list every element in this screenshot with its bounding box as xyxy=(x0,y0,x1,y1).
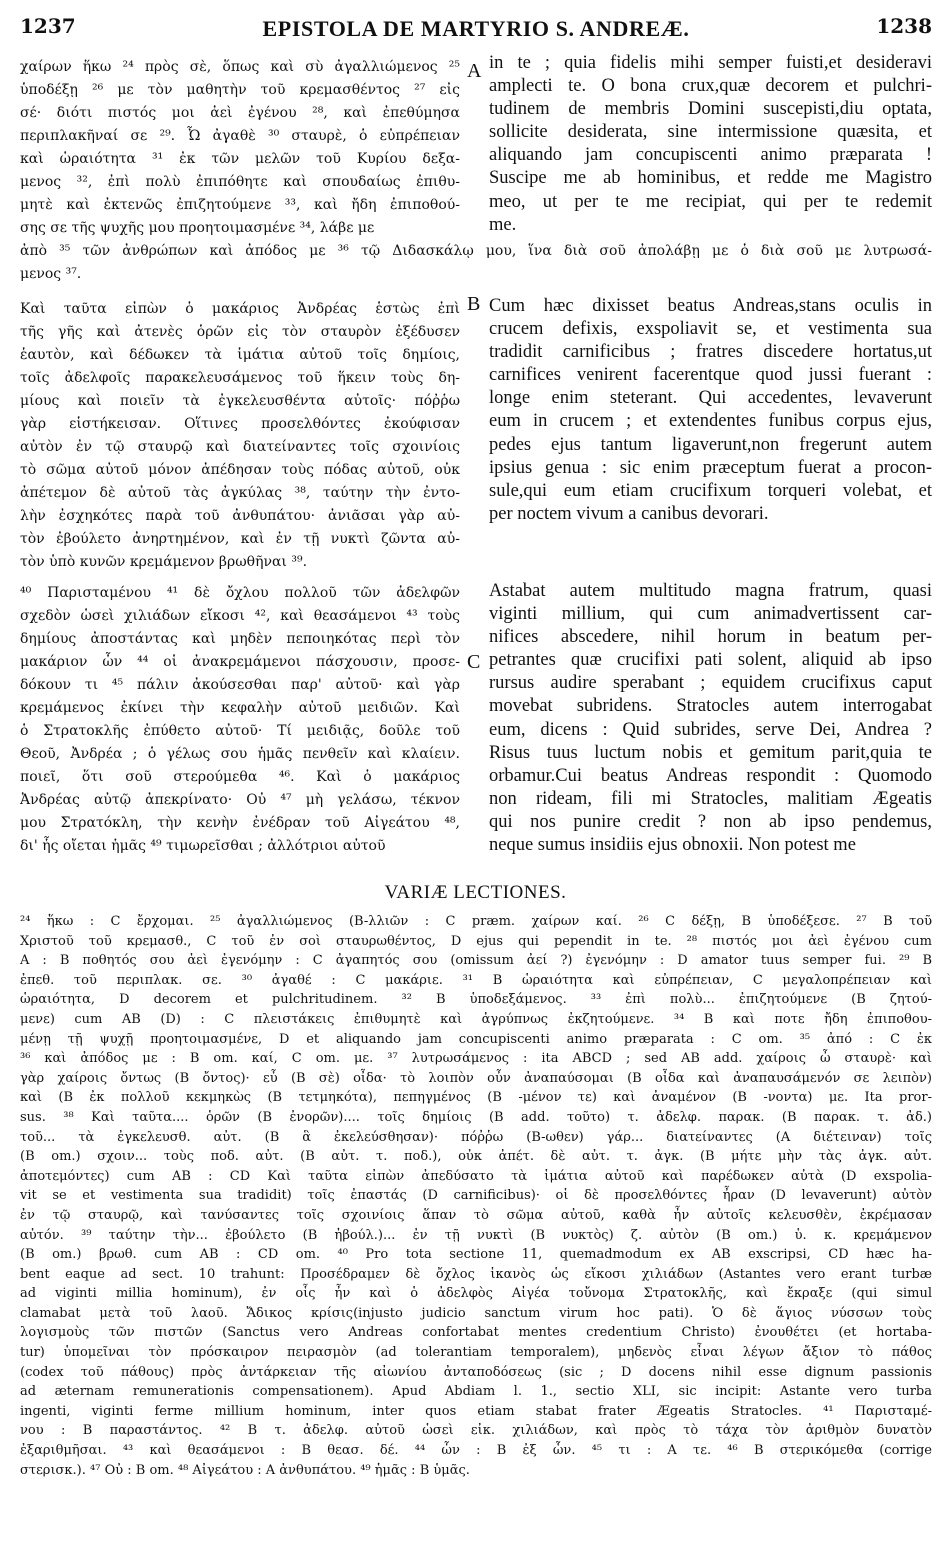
greek-text-line: χαίρων ἥκω ²⁴ πρὸς σὲ, ὅπως καὶ σὺ ἀγαλλιώμενος ²⁵ xyxy=(20,59,460,75)
latin-text-line: viginti millium, qui cum animadvertissent car- xyxy=(489,604,932,625)
page-header xyxy=(20,14,932,44)
variant-note-line: A : B ποθητός σου ἀεὶ ἐγενόμην : C ἀγαπητός σου (omissum ἀεί ?) ἐγενόμην : D amator tuus semper fui. ²⁹ B xyxy=(20,953,932,969)
variant-note-line: ἐξαριθμῆσαι. ⁴³ καὶ θεασάμενοι : B θεασ. δέ. ⁴⁴ ὧν : B ἐξ ὧν. ⁴⁵ τι : A τε. ⁴⁶ B στερικόμεθα (corrige xyxy=(20,1443,932,1459)
variant-note-line: (B om.) βρωθ. cum AB : CD om. ⁴⁰ Pro tota sectione 11, quemadmodum ex AB exscripsi, CD hæc ha- xyxy=(20,1247,932,1263)
variae-lectiones-notes xyxy=(20,912,932,1480)
greek-text-line: σχεδὸν ὡσεὶ χιλιάδων εἴκοσι ⁴², καὶ θεασάμενοι ⁴³ τοὺς xyxy=(20,608,460,624)
section-b-greek-column xyxy=(20,298,460,574)
greek-text-line: τοῖς ἀδελφοῖς παρακελευσάμενος τοῦ ἥκειν τοὺς δη- xyxy=(20,370,460,386)
greek-text-line: ὁ Στρατοκλῆς ἐπύθετο αὐτοῦ· Τί μειδιᾷς, δοῦλε τοῦ xyxy=(20,723,460,739)
greek-text-line: Θεοῦ, Ἀνδρέα ; ὁ γέλως σου ἡμᾶς πενθεῖν καὶ κλαίειν. xyxy=(20,746,460,762)
greek-text-line: ἀπὸ ³⁵ τῶν ἀνθρώπων καὶ ἀπόδος με ³⁶ τῷ Διδασκάλῳ μου, ἵνα διὰ σοῦ ἀπολάβῃ με ὁ διὰ σοῦ με λυτρωσά- xyxy=(20,243,932,259)
greek-text-line: μενος ³⁷. xyxy=(20,266,82,282)
greek-text-line: τὸν ὑπὸ κυνῶν κρεμάμενον βρωθῆναι ³⁹. xyxy=(20,554,308,570)
greek-text-line: δι' ἧς οἴεται ἡμᾶς ⁴⁹ τιμωρεῖσθαι ; ἀλλότριοι αὐτοῦ xyxy=(20,838,386,854)
section-a-greek-full-width xyxy=(20,240,932,286)
variant-note-line: (codex τοῦ πάθους) πρὸς ἀντάρκειαν τῆς αἰωνίου ἀνταποδόσεως (sic ; D docens nihil esse dignum passionis xyxy=(20,1364,932,1380)
latin-text-line: Risus tuus luctum nobis et gemitum parit,quia te xyxy=(489,742,932,763)
variant-note-line: ²⁴ ἥκω : C ἔρχομαι. ²⁵ ἀγαλλιώμενος (B-λλιῶν : C præm. χαίρων καί. ²⁶ C δέξῃ, B ὑποδέξεσε. ²⁷ B τοῦ xyxy=(20,914,932,929)
variant-note-line: clamabat μετὰ τοῦ λαοῦ. Ἄδικος κρίσις(injusto judicio sanctum virum hoc pati). Ὁ δὲ ἅγιος νύσσων τοὺς xyxy=(20,1305,932,1321)
right-page-number: 1238 xyxy=(876,14,932,38)
variant-note-line: ingenti, viginti ferme millium hominum, inter quos etiam stabat frater Ægeatis Stratocles. ⁴¹ Παρισταμέ- xyxy=(20,1403,932,1419)
variae-lectiones-title: VARIÆ LECTIONES. xyxy=(384,882,567,903)
greek-text-line: ποιεῖ, ὅτι σοῦ στερούμεθα ⁴⁶. Καὶ ὁ μακάριος xyxy=(20,769,460,785)
latin-text-line: movebat subridens. Stratocles autem interrogabat xyxy=(489,696,932,717)
greek-text-line: δημίους ἀποστάντας καὶ μηδὲν πεποιηκότας περὶ τὸν xyxy=(20,631,460,647)
greek-text-line: ἀπέτεμον δὲ αὐτοῦ τὰς ἀγκύλας ³⁸, ταύτην τὴν ἐντο- xyxy=(20,485,460,501)
latin-text-line: Cum hæc dixisset beatus Andreas,stans oculis in xyxy=(489,296,932,316)
greek-text-line: μενος ³², ἐπὶ πολὺ ἐπιπόθητε καὶ σπουδαίως ἐπιθυ- xyxy=(20,174,460,190)
greek-text-line: αὐτὸν ἐν τῷ σταυρῷ καὶ διατείναντες τοῖς σχοινίοις xyxy=(20,439,460,455)
section-c-latin-column xyxy=(489,580,932,857)
latin-text-line: aliquando jam concupiscenti animo præparata ! xyxy=(489,145,932,166)
greek-text-line: δόκουν τι ⁴⁵ πάλιν ἀκούσεσθαι παρ' αὐτοῦ· καὶ γὰρ xyxy=(20,677,460,693)
greek-text-line: ἑαυτὸν, καὶ δέδωκεν τὰ ἱμάτια αὐτοῦ τοῖς δημίοις, xyxy=(20,347,460,363)
variant-note-line: ἀποτεμόντες) cum AB : CD Καὶ ταῦτα εἰπὼν ἀπεδύσατο τὰ ἱμάτια αὐτοῦ καὶ παρέδωκεν αὐτὰ (D exspolia- xyxy=(20,1168,932,1184)
variant-note-line: bent eaque ad sect. 10 trahunt: Προσέδραμεν δὲ ὄχλος ἱκανὸς ὡς εἴκοσι χιλιάδων (Astantes vero erant turbæ xyxy=(20,1266,932,1282)
latin-text-line: meo, ut per te me recipiat, qui per te redemit xyxy=(489,191,932,212)
left-page-number: 1237 xyxy=(20,14,76,38)
latin-text-line: crucem defixis, exspoliavit se, et vestimenta sua xyxy=(489,319,932,340)
greek-text-line: ὑποδέξῃ ²⁶ με τὸν μαθητὴν τοῦ κρεμασθέντος ²⁷ εἰς xyxy=(20,82,460,98)
greek-text-line: σέ· διότι πιστός μοι ἀεὶ ἐγένου ²⁸, καὶ ἐπεθύμησα xyxy=(20,105,460,121)
variant-note-line: τοῦ... τὰ ἐγκελευσθ. αὐτ. (B ἃ ἐκελεύσθησαν)· πόῤῥω (B-ωθεν) γάρ... διατείναντες (A διέτειναν) τοῖς xyxy=(20,1129,932,1145)
latin-text-line: per noctem vivum a canibus devorari. xyxy=(489,503,769,524)
variant-note-line: στερισκ.). ⁴⁷ Οὐ : B om. ⁴⁸ Αἰγεάτου : A ἀνθυπάτου. ⁴⁹ ἡμᾶς : B ὑμᾶς. xyxy=(20,1462,470,1478)
latin-text-line: longe enim steterant. Qui accedentes, levaverunt xyxy=(489,388,932,409)
latin-text-line: sule,qui eum etiam crucifixum torqueri volebat, et xyxy=(489,480,932,501)
running-title: EPISTOLA DE MARTYRIO S. ANDREÆ. xyxy=(262,16,690,41)
latin-text-line: amplecti te. O bona crux,quæ decorem et pulchri- xyxy=(489,76,932,97)
latin-text-line: sollicite desiderata, sine intermissione quæsita, et xyxy=(489,122,932,143)
variant-note-line: καὶ (B ἐκ πολλοῦ κεκμηκὼς (B τετμηκότα), πεπηγμένος (B -μένον τε) καὶ ἀναμένον (B -νοντα) με. Ita pror- xyxy=(20,1090,932,1106)
greek-text-line: γὰρ εἱστήκεισαν. Οἵτινες προσελθόντες ἐκούφισαν xyxy=(20,416,460,432)
greek-text-line: σης σε τῆς ψυχῆς μου προητοιμασμένε ³⁴, λάβε με xyxy=(20,220,375,236)
latin-text-line: pedes ejus tantum ligaverunt,non fregerunt autem xyxy=(489,434,932,455)
latin-text-line: tradidit carnificibus ; fratres discedere hortatus,ut xyxy=(489,342,932,363)
latin-text-line: nifices abscedere, nihil horum in beatum per- xyxy=(489,627,932,648)
greek-text-line: μακάριον ὧν ⁴⁴ οἱ ἀνακρεμάμενοι πάσχουσιν, προσε- xyxy=(20,654,460,670)
section-b-marker: B xyxy=(467,293,481,315)
greek-text-line: μου Στρατόκλη, τὴν κενὴν ἐνέδραν τοῦ Αἰγεάτου ⁴⁸, xyxy=(20,815,460,831)
variant-note-line: tur) ὑπομεῖναι τὸν πρόσκαιρον πειρασμὸν (ad tolerantiam temporalem), μηδενὸς εἶναι λέγων ἄξιον τὸ πάθος xyxy=(20,1345,932,1361)
variant-note-line: (B om.) σχοιν... τοὺς ποδ. αὐτ. (B αὐτ. τ. ποδ.), οὐκ ἀπέτ. δὲ αὐτ. τ. ἀγκ. (B μήτε μὴν τὰς ἀγκ. αὐτ. xyxy=(20,1149,932,1165)
latin-text-line: me. xyxy=(489,214,517,235)
variant-note-line: λογισμοὺς τῶν πιστῶν (Sanctus vero Andreas confortabat mentes credentium Christo) ἐνουθέτει (et hortaba- xyxy=(20,1325,932,1341)
latin-text-line: in te ; quia fidelis mihi semper fuisti,et desideravi xyxy=(489,53,932,73)
variant-note-line: ὡραιότητα, D decorem et pulchritudinem. ³² B ὑποδεξάμενος. ³³ ἐπὶ πολὺ... ἐπιζητούμενε (B ζητού- xyxy=(20,992,932,1008)
section-a-greek-column xyxy=(20,56,460,240)
latin-text-line: qui nos punire credit ? non ab ipso pendemus, xyxy=(489,811,932,832)
greek-text-line: τῆς γῆς καὶ ἀτενὲς ὁρῶν εἰς τὸν σταυρὸν ἐξέδυσεν xyxy=(20,324,460,340)
variant-note-line: ³⁶ καὶ ἀπόδος με : B om. καί, C om. με. ³⁷ λυτρωσάμενος : ita ABCD ; sed AB add. χαίροις ὦ σταυρὲ· καὶ xyxy=(20,1051,932,1067)
latin-text-line: tudinem de membris Domini suscepisti,diu optata, xyxy=(489,99,932,120)
greek-text-line: τὸν ἐβούλετο ἀνηρτημένον, καὶ ἐν τῇ νυκτὶ ζῶντα αὐ- xyxy=(20,531,460,547)
greek-text-line: καὶ ὡραιότητα ³¹ ἐκ τῶν μελῶν τοῦ Κυρίου δεξα- xyxy=(20,151,460,167)
greek-text-line: περιπλακῆναί σε ²⁹. Ὦ ἀγαθὲ ³⁰ σταυρὲ, ὁ εὐπρέπειαν xyxy=(20,128,460,144)
variant-note-line: νου : B παραστάντος. ⁴² B τ. ἀδελφ. αὐτοῦ ὡσεὶ εἰκ. χιλιάδων, καὶ πρὸς τὸ τάχα τὸν ἀριθμὸν δυνατὸν xyxy=(20,1423,932,1439)
section-c-marker: C xyxy=(467,651,481,673)
variant-note-line: γὰρ χαίροις ὄντως (B ὄντος)· εὖ (B σὲ) οἶδα· τὸ λοιπὸν οὖν ἀναπαύσομαι (B οἶδα καὶ ἀναπαυσάμενόν σε λειπὸν) xyxy=(20,1070,932,1086)
greek-text-line: Καὶ ταῦτα εἰπὼν ὁ μακάριος Ἀνδρέας ἑστὼς ἐπὶ xyxy=(20,301,460,317)
variant-note-line: ἐν τῷ σταυρῷ, καὶ τανύσαντες τοῖς σχοινίοις ἅπαν τὸ σῶμα αὐτοῦ, καθὰ ἦν αὐτοῖς κελευσθὲν, ἐκρέμασαν xyxy=(20,1207,932,1223)
variant-note-line: vit se et vestimenta sua tradidit) τοῖς ἐπαστάς (D carnificibus)· οἱ δὲ προσελθόντες ἦραν (D levaverunt) αὐτὸν xyxy=(20,1188,932,1204)
greek-text-line: μίους καὶ ποιεῖν τὰ ἐγκελευσθέντα αὐτοῖς· πόῤῥω xyxy=(20,393,460,409)
variant-note-line: ad æternam remunerationis compensationem). Apud Abdiam l. 1., sectio XLI, sic incipit: Astante vero turba xyxy=(20,1384,932,1400)
latin-text-line: ipsius genua : sic enim præceptum fuerat a procon- xyxy=(489,457,932,478)
section-a-marker: A xyxy=(467,60,482,82)
variant-note-line: ad viginti millia hominum), ἐν οἷς ἦν καὶ ὁ ἀδελφὸς Αἰγέα τοὔνομα Στρατοκλῆς, καὶ ἔκραξε (qui simul xyxy=(20,1286,932,1302)
latin-text-line: eum in crucem ; et extendentes funibus corpus ejus, xyxy=(489,411,932,432)
section-b-latin-column xyxy=(489,295,932,526)
greek-text-line: κρεμάμενος ἐκίνει τὴν κεφαλὴν αὐτοῦ μειδιῶν. Καὶ xyxy=(20,700,460,716)
latin-text-line: rursus audire sperabant ; equidem crucifixus caput xyxy=(489,673,932,694)
section-c-greek-column xyxy=(20,582,460,858)
latin-text-line: Suscipe me ab hominibus, et redde me Magistro xyxy=(489,168,932,189)
variant-note-line: sus. ³⁸ Καὶ ταῦτα.... ὁρῶν (B ἐνορῶν).... τοῖς δημίοις (B add. τοῦτο) τ. ἀδελφ. παρακ. (B παρακ. τ. ἀδ.) xyxy=(20,1109,932,1125)
variant-note-line: Χριστοῦ τοῦ κρεμασθ., C τοῦ ἐν σοὶ σταυρωθέντος, D ejus qui pependit in te. ²⁸ πιστός μοι ἀεὶ ἐγένου cum xyxy=(20,933,932,949)
variant-note-line: αὐτόν. ³⁹ ταύτην τὴν... ἐβούλετο (B ἠβούλ.)... ἐν τῇ νυκτὶ (B νυκτὸς) ζ. αὐτὸν (B om.) ὑ. κ. κρεμάμενον xyxy=(20,1227,932,1243)
variant-note-line: μενε) cum AB (D) : C πλειστάκεις ἐπιθυμητὲ καὶ ἀγρύπνως ἐκζητούμενε. ³⁴ B καὶ ποτε ἤδη ἐπιποθου- xyxy=(20,1011,932,1027)
latin-text-line: orbamur.Cui beatus Andreas respondit : Quomodo xyxy=(489,765,932,786)
latin-text-line: petrantes quæ crucifixi pati solent, aliquid ab ipso xyxy=(489,650,932,671)
latin-text-line: Astabat autem multitudo magna fratrum, quasi xyxy=(489,581,932,601)
greek-text-line: μητὲ καὶ ἐκτενῶς ἐπιζητούμενε ³³, καὶ ἤδη ἐπιποθού- xyxy=(20,197,460,213)
greek-text-line: Ἀνδρέας αὐτῷ ἀπεκρίνατο· Οὐ ⁴⁷ μὴ γελάσω, τέκνον xyxy=(20,792,460,808)
latin-text-line: non rideam, fili mi Stratocles, malitiam Ægeatis xyxy=(489,788,932,809)
variant-note-line: ἐπεθ. τοῦ περιπλακ. σε. ³⁰ ἀγαθέ : C μακάριε. ³¹ B ὡραιότητα καὶ εὐπρέπειαν, C μεγαλοπρέπειαν καὶ xyxy=(20,972,932,988)
section-a-latin-column xyxy=(489,52,932,237)
latin-text-line: carnifices venirent facerentque quod jussi fuerant : xyxy=(489,365,932,386)
greek-text-line: λὴν ἐσχηκότες παρὰ τοῦ ἀνθυπάτου· ἀνιᾶσαι γὰρ αὐ- xyxy=(20,508,460,524)
greek-text-line: τὸ σῶμα αὐτοῦ μόνον ἀπέδησαν τοὺς πόδας αὐτοῦ, οὐκ xyxy=(20,462,460,478)
latin-text-line: eum, dicens : Quid subrides, serve Dei, Andrea ? xyxy=(489,719,932,740)
greek-text-line: ⁴⁰ Παρισταμένου ⁴¹ δὲ ὄχλου πολλοῦ τῶν ἀδελφῶν xyxy=(20,585,460,601)
latin-text-line: neque sumus insidiis ejus obnoxii. Non potest me xyxy=(489,835,856,856)
variant-note-line: μένῃ τῇ ψυχῇ προητοιμασμένε, D et aliquando jam concupiscenti animo præparata : C om. ³⁵ ἀπό : C ἐκ xyxy=(20,1031,932,1047)
